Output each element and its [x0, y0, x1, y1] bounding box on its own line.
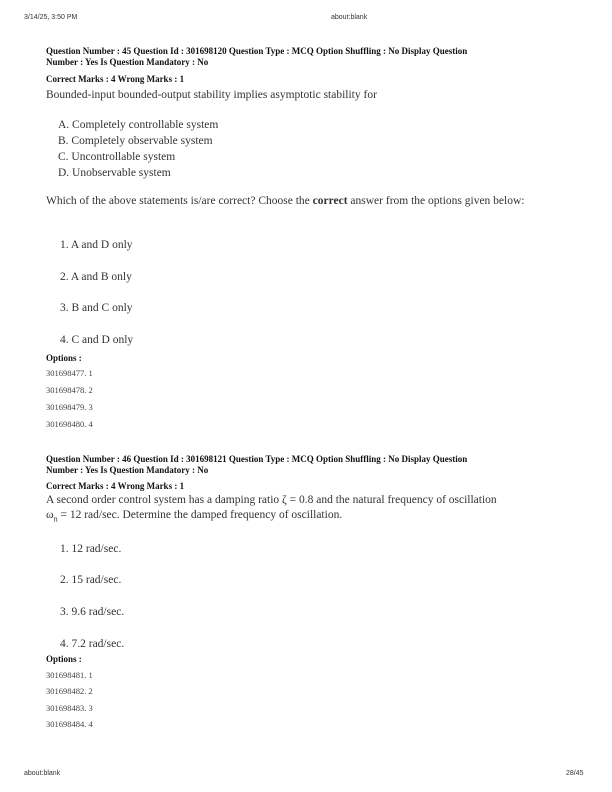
- q46-text-line-2-rest: = 12 rad/sec. Determine the damped frequency of oscillation.: [57, 509, 343, 521]
- q46-option-id: 301698483. 3: [46, 703, 93, 713]
- q45-meta-line-1: Question Number : 45 Question Id : 301698120 Question Type : MCQ Option Shuffling : No Display Question: [46, 46, 468, 56]
- q45-option-id: 301698477. 1: [46, 368, 93, 378]
- omega-symbol: ω: [46, 509, 54, 521]
- prompt-text: Which of the above statements is/are correct? Choose the: [46, 195, 313, 207]
- q46-question-text: [46, 493, 591, 526]
- omega-subscript: n: [53, 514, 58, 524]
- q46-choice-1[interactable]: 1. 12 rad/sec.: [60, 543, 122, 555]
- prompt-emphasis: correct: [312, 195, 348, 207]
- q46-choice-3[interactable]: 3. 9.6 rad/sec.: [60, 606, 125, 618]
- statement-item: D. Unobservable system: [58, 167, 171, 179]
- q45-option-id: 301698480. 4: [46, 419, 93, 429]
- q46-options-label: Options :: [46, 654, 82, 664]
- q45-option-id: 301698478. 2: [46, 385, 93, 395]
- print-url: about:blank: [331, 14, 368, 21]
- q46-text-line-1: A second order control system has a damping ratio ζ = 0.8 and the natural frequency of oscillation: [46, 494, 497, 506]
- footer-url: about:blank: [24, 770, 61, 777]
- q45-marks: Correct Marks : 4 Wrong Marks : 1: [46, 74, 185, 84]
- q45-choice-3[interactable]: 3. B and C only: [60, 302, 133, 314]
- q46-choice-2[interactable]: 2. 15 rad/sec.: [60, 574, 122, 586]
- statement-item: A. Completely controllable system: [58, 119, 219, 131]
- q46-marks: Correct Marks : 4 Wrong Marks : 1: [46, 481, 185, 491]
- q45-prompt: [46, 194, 581, 209]
- q45-options-label: Options :: [46, 353, 82, 363]
- print-date: 3/14/25, 3:50 PM: [24, 14, 78, 21]
- q45-choice-4[interactable]: 4. C and D only: [60, 334, 134, 346]
- prompt-text-end: answer from the options given below:: [347, 195, 525, 207]
- q46-meta-line-2: Number : Yes Is Question Mandatory : No: [46, 465, 209, 475]
- statement-item: C. Uncontrollable system: [58, 151, 176, 163]
- q45-meta-line-2: Number : Yes Is Question Mandatory : No: [46, 57, 209, 67]
- q45-choice-2[interactable]: 2. A and B only: [60, 271, 132, 283]
- q46-option-id: 301698484. 4: [46, 719, 93, 729]
- page-number: 28/45: [566, 770, 584, 777]
- q46-text-line-2: [46, 508, 591, 526]
- q46-choice-4[interactable]: 4. 7.2 rad/sec.: [60, 638, 125, 650]
- q45-statement-list: [58, 117, 218, 181]
- q46-option-id: 301698481. 1: [46, 670, 93, 680]
- q46-meta-line-1: Question Number : 46 Question Id : 301698121 Question Type : MCQ Option Shuffling : No Display Question: [46, 454, 468, 464]
- q45-option-id: 301698479. 3: [46, 402, 93, 412]
- q45-choice-1[interactable]: 1. A and D only: [60, 239, 133, 251]
- q45-question-text: Bounded-input bounded-output stability implies asymptotic stability for: [46, 89, 377, 101]
- q46-option-id: 301698482. 2: [46, 686, 93, 696]
- statement-item: B. Completely observable system: [58, 135, 213, 147]
